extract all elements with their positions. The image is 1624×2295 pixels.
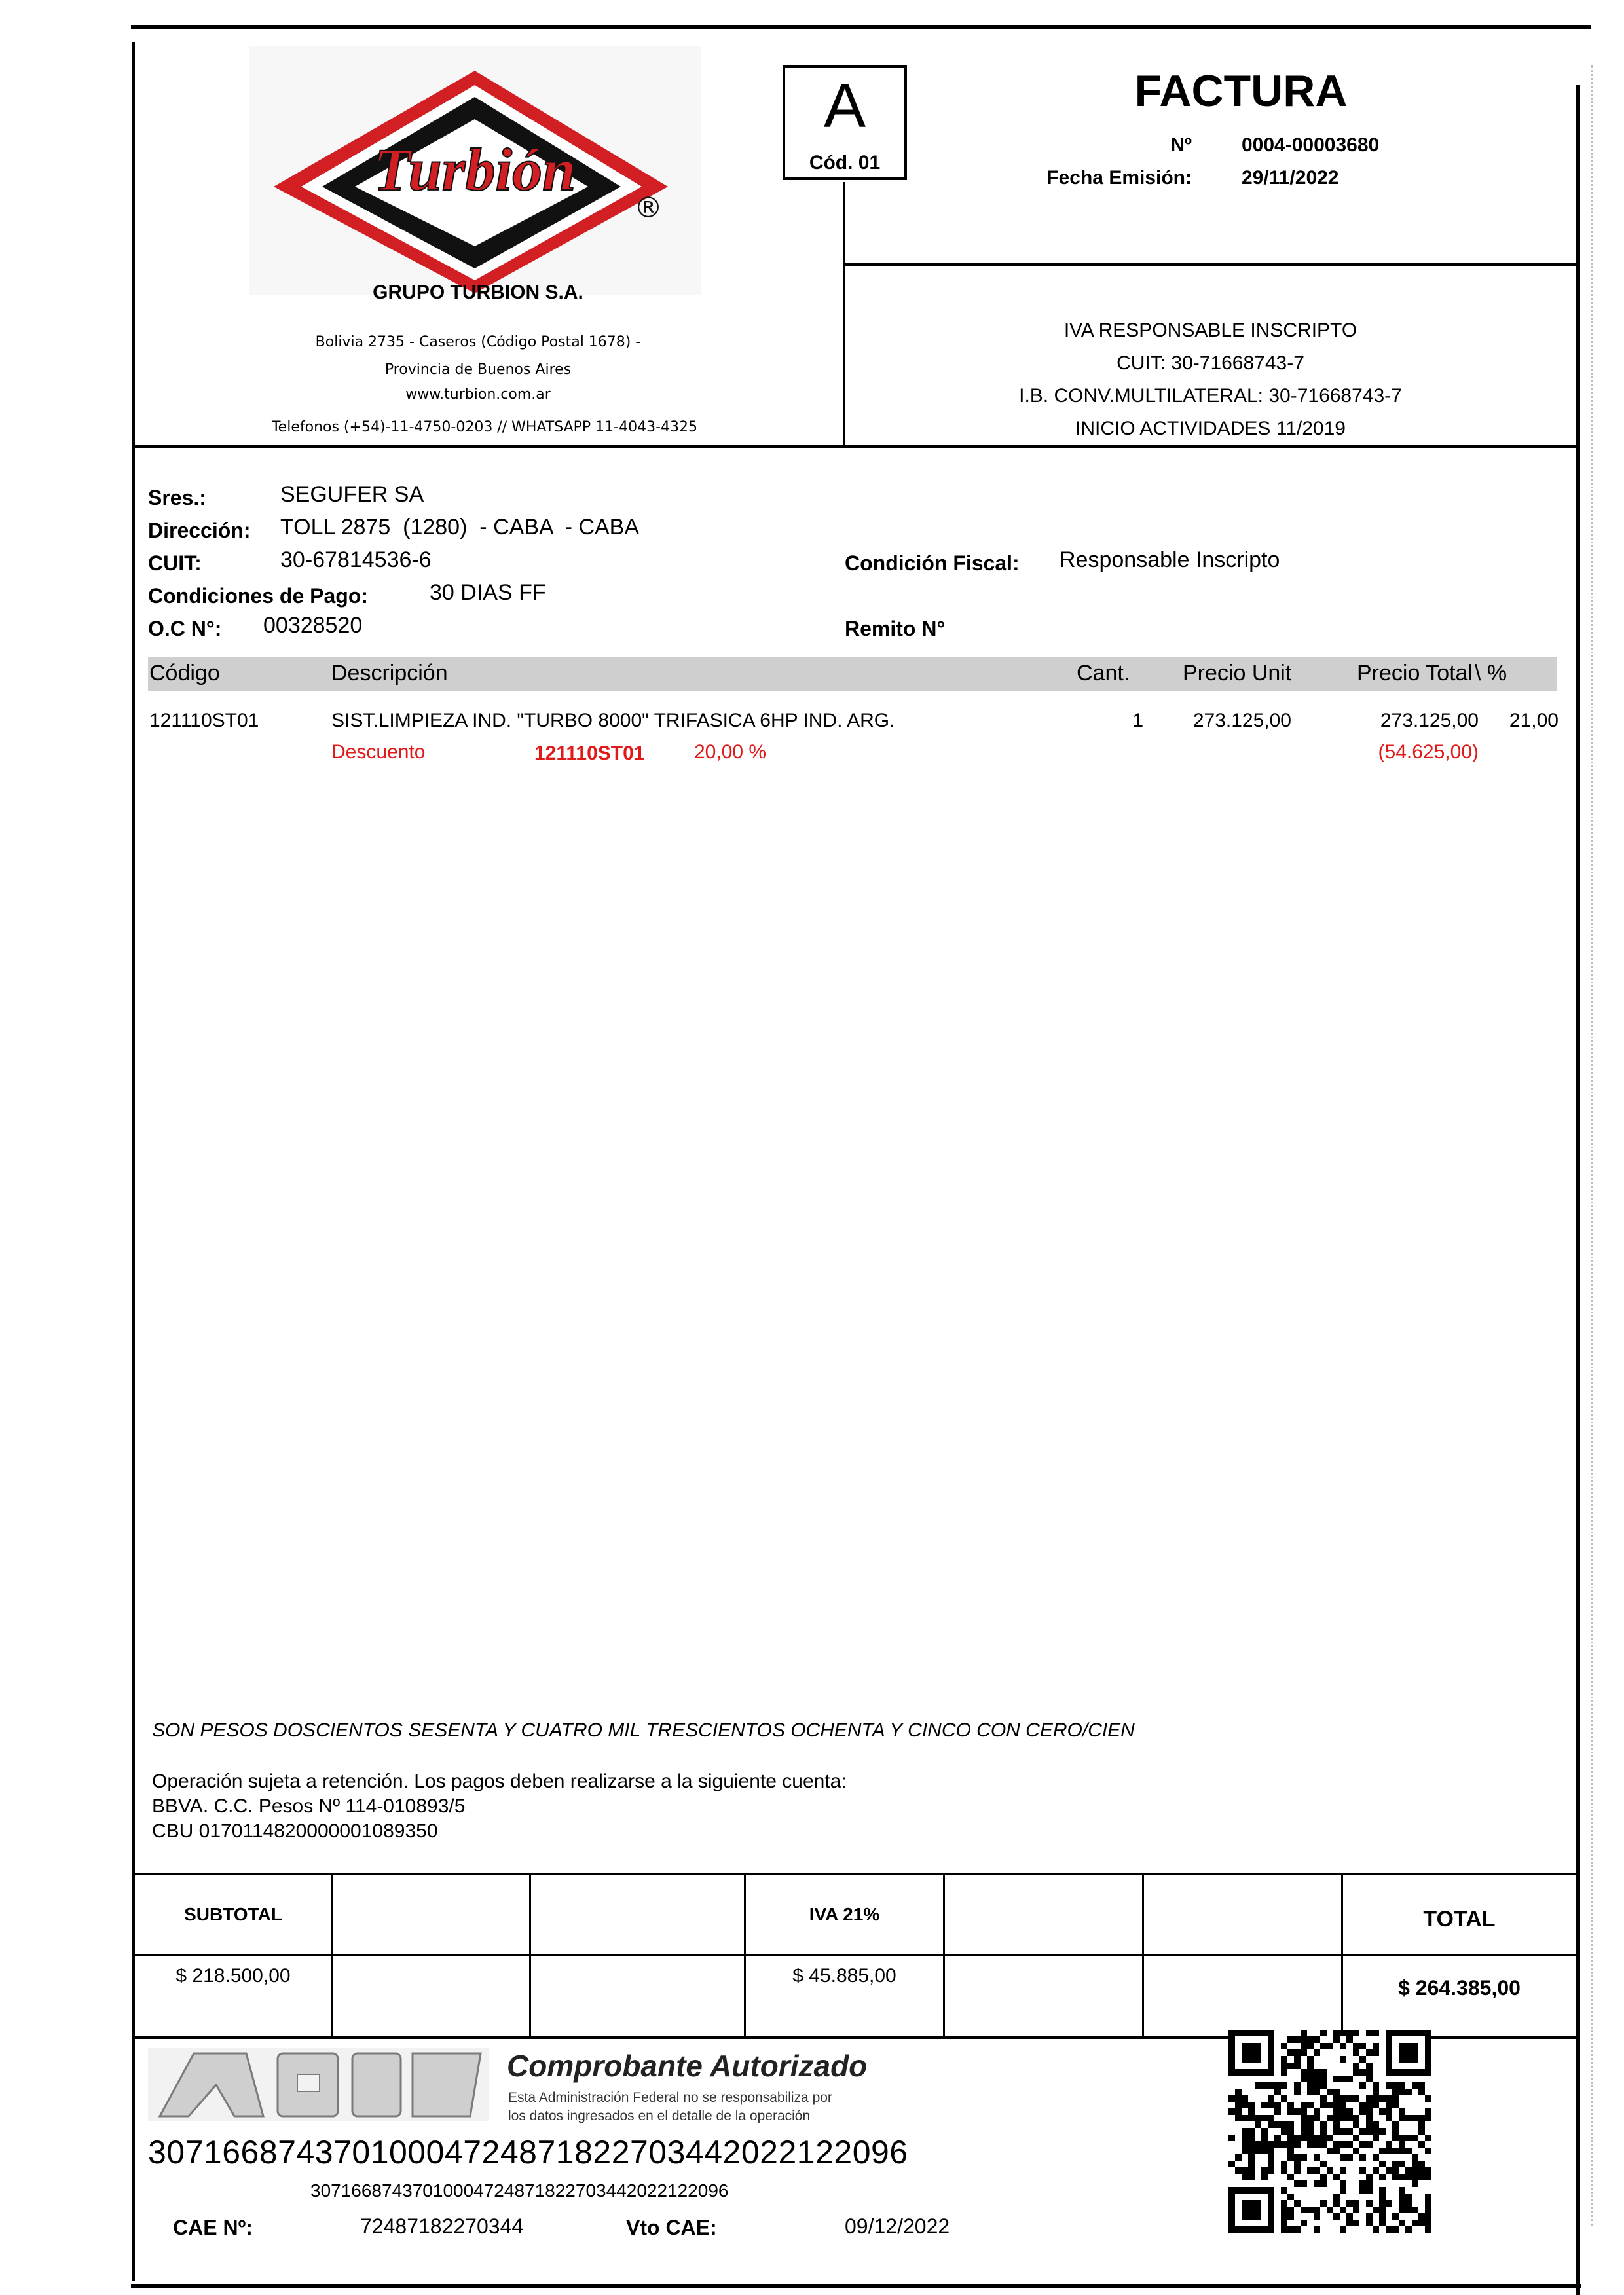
client-address: TOLL 2875 (1280) - CABA - CABA xyxy=(280,515,640,540)
barcode-number-small: 30716687437010004724871822703442022122096 xyxy=(310,2180,729,2201)
discount-amount: (54.625,00) xyxy=(1378,741,1479,763)
amount-in-words: SON PESOS DOSCIENTOS SESENTA Y CUATRO MIL TRESCIENTOS OCHENTA Y CINCO CON CERO/CIEN xyxy=(152,1719,1135,1741)
invoice-number: 0004-00003680 xyxy=(1242,134,1380,156)
barcode-number-large: 30716687437010004724871822703442022122096 xyxy=(148,2134,908,2171)
col-header-total: Precio Total xyxy=(1357,661,1473,686)
top-border xyxy=(131,25,1591,29)
header-divider-horizontal xyxy=(845,263,1576,266)
client-oc-label: O.C N°: xyxy=(148,617,222,640)
registered-mark: ® xyxy=(634,191,663,225)
company-address-line1: Bolivia 2735 - Caseros (Código Postal 1678) - xyxy=(315,334,641,350)
afip-logo xyxy=(148,2048,489,2121)
company-address-line2: Provincia de Buenos Aires xyxy=(384,361,572,378)
totals-col-divider-1 xyxy=(331,1874,333,2038)
invoice-date: 29/11/2022 xyxy=(1242,167,1339,189)
qr-code xyxy=(1228,2030,1431,2233)
discount-percent: 20,00 % xyxy=(694,741,767,763)
row-description: SIST.LIMPIEZA IND. "TURBO 8000" TRIFASICA 6HP IND. ARG. xyxy=(331,710,895,731)
fiscal-ib: I.B. CONV.MULTILATERAL: 30-71668743-7 xyxy=(1019,385,1402,407)
col-header-qty: Cant. xyxy=(1077,661,1130,686)
header-bottom-line xyxy=(132,445,1576,448)
doc-letter: A xyxy=(823,71,866,141)
client-payment: 30 DIAS FF xyxy=(430,580,546,605)
client-payment-label: Condiciones de Pago: xyxy=(148,584,369,608)
client-cuit: 30-67814536-6 xyxy=(280,547,432,572)
row-code: 121110ST01 xyxy=(149,710,259,731)
subtotal-value: $ 218.500,00 xyxy=(175,1965,291,1987)
payment-info-line1: Operación sujeta a retención. Los pagos deben realizarse a la siguiente cuenta: xyxy=(152,1771,847,1792)
bottom-border xyxy=(131,2284,1581,2288)
afip-title: Comprobante Autorizado xyxy=(507,2049,868,2083)
invoice-title: FACTURA xyxy=(1134,66,1348,116)
right-dotted-edge xyxy=(1591,65,1593,2226)
totals-col-divider-5 xyxy=(1142,1874,1144,2038)
logo-wordmark: Turbión xyxy=(373,136,576,203)
afip-disclaimer-line1: Esta Administración Federal no se responsabiliza por xyxy=(508,2090,832,2105)
row-unit-price: 273.125,00 xyxy=(1192,710,1291,731)
cae-value: 72487182270344 xyxy=(360,2214,524,2238)
discount-code: 121110ST01 xyxy=(534,743,645,764)
vto-cae-value: 09/12/2022 xyxy=(845,2214,950,2238)
company-website[interactable]: www.turbion.com.ar xyxy=(405,386,551,403)
afip-disclaimer-line2: los datos ingresados en el detalle de la operación xyxy=(508,2108,811,2123)
fiscal-start: INICIO ACTIVIDADES 11/2019 xyxy=(1075,418,1346,439)
col-header-unit-price: Precio Unit xyxy=(1183,661,1292,686)
total-value: $ 264.385,00 xyxy=(1398,1975,1521,2000)
col-header-code: Código xyxy=(149,661,220,686)
invoice-number-label: Nº xyxy=(1170,134,1192,156)
table-header-bar xyxy=(148,657,1557,691)
client-address-label: Dirección: xyxy=(148,519,251,542)
company-name: GRUPO TURBION S.A. xyxy=(373,282,583,303)
iva-value: $ 45.885,00 xyxy=(792,1965,896,1987)
client-sres: SEGUFER SA xyxy=(280,482,424,507)
client-sres-label: Sres.: xyxy=(148,486,206,509)
client-cuit-label: CUIT: xyxy=(148,551,202,575)
company-phones: Telefonos (+54)-11-4750-0203 // WHATSAPP 11-4043-4325 xyxy=(271,419,697,435)
fiscal-condition: IVA RESPONSABLE INSCRIPTO xyxy=(1063,320,1357,341)
row-iva: 21,00 xyxy=(1509,710,1559,731)
doc-letter-box xyxy=(783,65,907,180)
row-total: 273.125,00 xyxy=(1380,710,1479,731)
invoice-date-label: Fecha Emisión: xyxy=(1046,167,1192,189)
client-fiscal-value: Responsable Inscripto xyxy=(1060,547,1280,572)
vto-cae-label: Vto CAE: xyxy=(626,2216,717,2239)
client-fiscal-label: Condición Fiscal: xyxy=(845,551,1020,575)
totals-col-divider-4 xyxy=(943,1874,945,2038)
subtotal-label: SUBTOTAL xyxy=(184,1904,282,1924)
row-qty: 1 xyxy=(1132,710,1143,731)
doc-code: Cód. 01 xyxy=(809,152,881,174)
discount-label: Descuento xyxy=(331,741,426,763)
col-header-iva: \ % xyxy=(1475,661,1507,686)
client-remito-label: Remito N° xyxy=(845,617,946,640)
col-header-description: Descripción xyxy=(331,661,448,686)
company-logo xyxy=(249,46,701,295)
iva-label: IVA 21% xyxy=(809,1904,880,1924)
payment-info-line3: CBU 0170114820000001089350 xyxy=(152,1820,438,1842)
cae-label: CAE Nº: xyxy=(173,2216,253,2239)
totals-col-divider-2 xyxy=(529,1874,531,2038)
right-border xyxy=(1576,85,1580,2295)
client-oc: 00328520 xyxy=(263,613,363,638)
total-label: TOTAL xyxy=(1423,1906,1496,1932)
fiscal-cuit: CUIT: 30-71668743-7 xyxy=(1116,352,1304,374)
payment-info-line2: BBVA. C.C. Pesos Nº 114-010893/5 xyxy=(152,1795,466,1817)
